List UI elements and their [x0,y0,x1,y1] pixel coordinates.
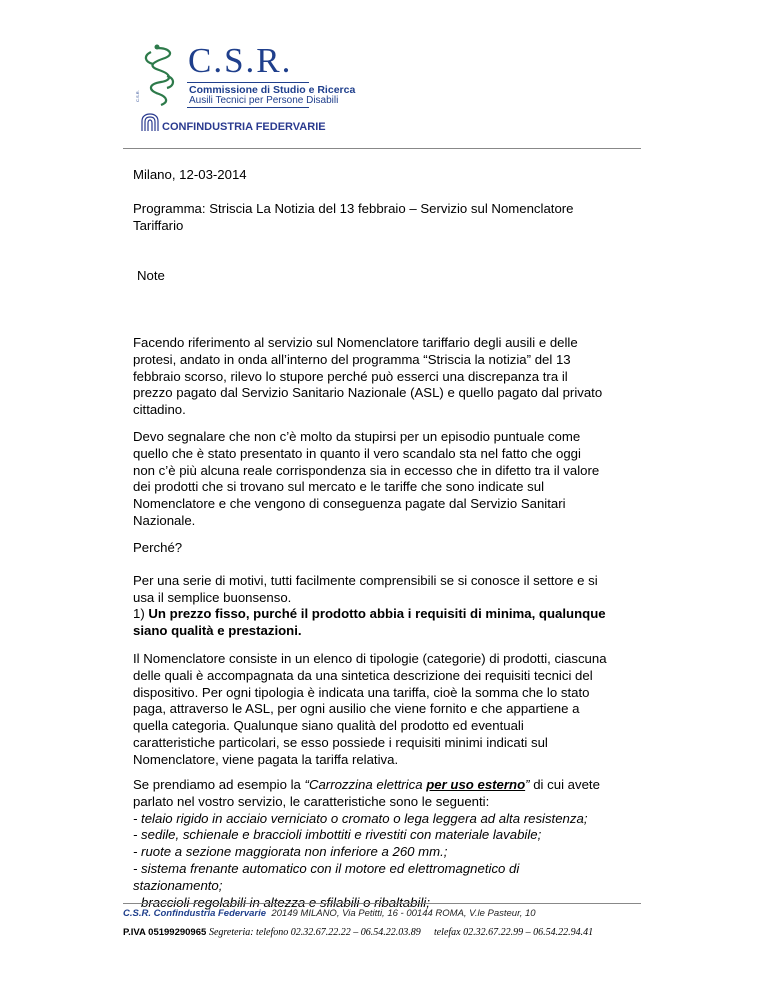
confindustria-emblem-icon [140,113,160,133]
logo-subtitle-2: Ausili Tecnici per Persone Disabili [189,95,339,106]
csr-emblem-icon [135,42,185,108]
footer-fax: telefax 02.32.67.22.99 – 06.54.22.94.41 [433,927,594,938]
text-line: usa il semplice buonsenso. [133,589,292,605]
quote-end: ” [525,777,530,792]
quote-start: “Carrozzina elettrica [304,777,427,792]
text-line: dispositivo. Per ogni tipologia è indicata una tariffa, cioè la somma che lo stato [133,684,590,700]
footer-address-line [123,908,536,919]
feature-item: - sistema frenante automatico con il motore ed elettromagnetico di [133,860,520,876]
footer-org: C.S.R. Confindustria Federvarie [123,908,267,919]
text-line: Per una serie di motivi, tutti facilmente comprensibili se si conosce il settore e si [133,573,598,588]
footer-contact-line [123,927,593,938]
header-divider [123,148,641,149]
feature-item: - sedile, schienale e braccioli imbottiti e rivestiti con materiale lavabile; [133,827,542,843]
feature-item: stazionamento; [133,877,223,893]
text-line: parlato nel vostro servizio, le caratteristiche sono le seguenti: [133,793,490,809]
text-line: cittadino. [133,402,186,418]
program-title [133,201,643,235]
paragraph-3 [133,573,643,607]
csr-logo [135,42,185,108]
program-line-1: Programma: Striscia La Notizia del 13 febbraio – Servizio sul Nomenclatore [133,201,574,216]
text-line: paga, attraverso le ASL, per ogni ausilio che viene fornito e che appartiene a [133,701,580,717]
text-line: quella categoria. Qualunque siano qualità del prodotto ed eventuali [133,718,524,734]
text-line: Il Nomenclatore consiste in un elenco di tipologie (categorie) di prodotti, ciascuna [133,651,607,666]
program-line-2: Tariffario [133,217,184,233]
why-question: Perché? [133,540,183,555]
text-line: Nomenclatore e che vengono di conseguenza pagate dal Servizio Sanitari [133,496,566,512]
date: Milano, 12-03-2014 [133,167,247,182]
feature-item: - ruote a sezione maggiorata non inferiore a 260 mm.; [133,844,448,860]
paragraph-5 [133,777,643,911]
point-number: 1) [133,606,149,621]
federation-name: CONFINDUSTRIA FEDERVARIE [162,121,326,133]
text-line: caratteristiche particolari, se esso possiede i requisiti minimi indicati sul [133,734,548,750]
paragraph-4 [133,651,643,769]
footer-vat: P.IVA 05199290965 [123,927,207,938]
footer-divider [123,903,641,904]
text-line: Nomenclatore, viene pagata la tariffa relativa. [133,751,399,767]
text-line: Devo segnalare che non c’è molto da stupirsi per un episodio puntuale come [133,429,581,444]
text-line: febbraio scorso, rilevo lo stupore perché può esserci una discrepanza tra il [133,368,568,384]
note-heading: Note [137,268,165,283]
text-line: non c’è più alcuna reale corrispondenza sia in eccesso che in difetto tra il valore [133,462,600,478]
feature-item: - telaio rigido in acciaio verniciato o cromato o lega leggera ad alta resistenza; [133,810,588,826]
logo-divider [187,82,309,83]
confindustria-logo [140,113,160,133]
text-span: di cui avete [529,777,600,792]
text-span: Se prendiamo ad esempio la [133,777,305,792]
logo-title: C.S.R. [188,41,293,80]
paragraph-1 [133,335,643,419]
quote-emphasis: per uso esterno [426,777,526,792]
logo-subtitle-1: Commissione di Studio e Ricerca [189,84,356,96]
point-heading: Un prezzo fisso, purché il prodotto abbia i requisiti di minima, qualunque [148,606,606,621]
text-line: delle quali è accompagnata da una sintetica descrizione dei requisiti tecnici del [133,667,593,683]
text-line: dei prodotti che si trovano sul mercato e le tariffe che sono indicate sul [133,479,544,495]
footer-address: 20149 MILANO, Via Petitti, 16 - 00144 ROMA, V.le Pasteur, 10 [271,908,536,919]
point-1 [133,606,643,640]
point-heading-cont: siano qualità e prestazioni. [133,622,302,638]
text-line: protesi, andato in onda all’interno del programma “Striscia la notizia” del 13 [133,351,571,367]
svg-text:C.S.R.: C.S.R. [135,90,140,102]
logo-divider-bottom [187,107,309,108]
footer-contacts: Segreteria: telefono 02.32.67.22.22 – 06.54.22.03.89 [208,927,421,938]
paragraph-2 [133,429,643,530]
text-line: prezzo pagato dal Servizio Sanitario Nazionale (ASL) e quello pagato dal privato [133,385,603,401]
text-line: quello che è stato presentato in quanto il vero scandalo sta nel fatto che oggi [133,445,581,461]
text-line: Facendo riferimento al servizio sul Nomenclatore tariffario degli ausili e delle [133,335,578,350]
text-line: Nazionale. [133,512,196,528]
